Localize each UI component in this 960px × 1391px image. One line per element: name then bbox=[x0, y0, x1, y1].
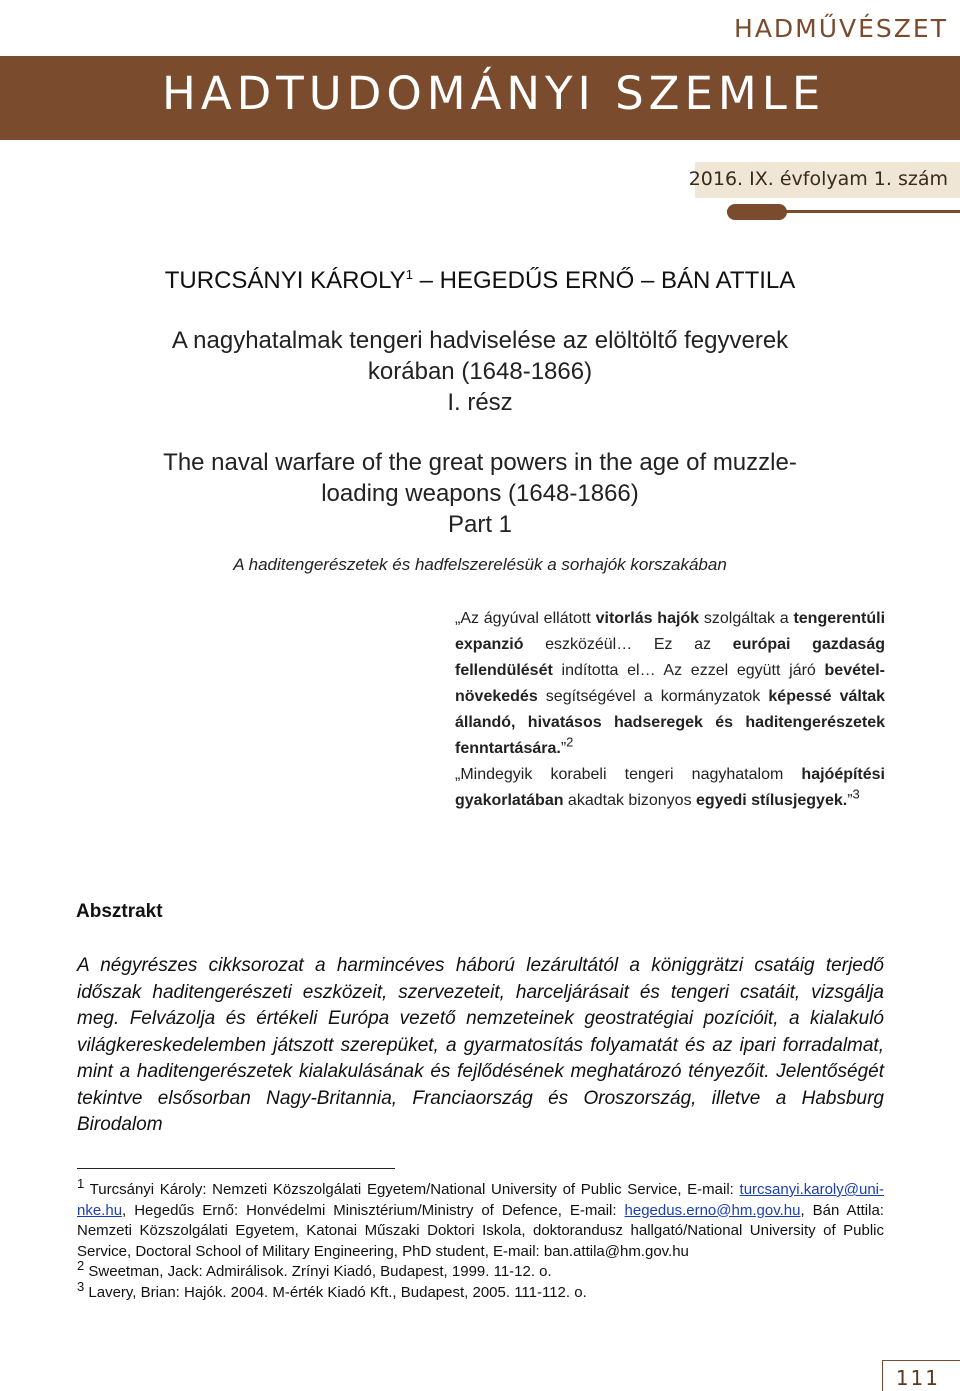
page-number-vrule bbox=[882, 1360, 883, 1391]
footnote-number: 1 bbox=[77, 1176, 85, 1191]
footnote-text: Lavery, Brian: Hajók. 2004. M-érték Kiadó Kft., Budapest, 2005. 111-112. o. bbox=[84, 1283, 587, 1301]
title-hu-line2: korában (1648-1866) bbox=[367, 358, 593, 385]
footnote-text: , Bán Attila: Nemzeti Közszolgálati Egyetem, Katonai Műszaki Doktori Iskola, doktorandusz hallgató/National University of Public Service, Doctoral School of Military Engineering, PhD student, E-mail: ban.attila@hm.gov.hu bbox=[77, 1201, 884, 1260]
author-line bbox=[0, 267, 960, 295]
footnote-ref-2[interactable]: 2 bbox=[566, 734, 574, 750]
journal-title: HADTUDOMÁNYI SZEMLE bbox=[162, 67, 826, 120]
issue-pill-decoration bbox=[727, 204, 787, 220]
issue-info: 2016. IX. évfolyam 1. szám bbox=[688, 168, 948, 190]
title-hu-line1: A nagyhatalmak tengeri hadviselése az elöltöltő fegyverek bbox=[171, 327, 789, 354]
subtitle: A haditengerészetek és hadfelszerelésük a sorhajók korszakában bbox=[233, 555, 727, 574]
quote-emphasis: egyedi stílusjegyek. bbox=[696, 792, 848, 809]
page-number-rule bbox=[882, 1360, 960, 1361]
title-hungarian bbox=[60, 325, 900, 418]
title-en-line2: loading weapons (1648-1866) bbox=[321, 480, 639, 507]
quote-emphasis: bevétel-növekedés bbox=[455, 662, 885, 705]
footnote-1 bbox=[77, 1176, 884, 1262]
footnote-number: 2 bbox=[77, 1258, 85, 1273]
issue-box bbox=[688, 162, 960, 198]
quote-text: ” bbox=[560, 740, 567, 757]
quote-text: eszközéül… Ez az bbox=[523, 636, 733, 653]
quote-text: indította el… Az ezzel együtt járó bbox=[552, 662, 825, 679]
quote-emphasis: európai gazdaság fellendülését bbox=[455, 636, 885, 679]
footnote-ref-3[interactable]: 3 bbox=[852, 786, 860, 802]
title-en-line1: The naval warfare of the great powers in the age of muzzle- bbox=[163, 449, 797, 476]
journal-banner bbox=[0, 56, 960, 140]
footnote-ref-1[interactable]: 1 bbox=[405, 267, 413, 282]
motto-quote-2 bbox=[455, 762, 885, 814]
quote-emphasis: tengerentúli expanzió bbox=[455, 610, 886, 653]
footnote-number: 3 bbox=[77, 1278, 85, 1294]
quote-text: akadtak bizonyos bbox=[563, 792, 697, 809]
footnote-text: , Hegedűs Ernő: Honvédelmi Minisztérium/Ministry of Defence, E-mail: bbox=[122, 1201, 625, 1219]
title-en-line3: Part 1 bbox=[447, 511, 513, 538]
email-link-hegedus[interactable]: hegedus.erno@hm.gov.hu bbox=[624, 1201, 801, 1219]
author-others: – HEGEDŰS ERNŐ – BÁN ATTILA bbox=[412, 267, 796, 294]
author-1: TURCSÁNYI KÁROLY bbox=[164, 267, 406, 294]
quote-emphasis: vitorlás hajók bbox=[595, 610, 700, 627]
footnote-divider bbox=[77, 1168, 395, 1169]
footnotes bbox=[77, 1176, 884, 1303]
quote-text: ” bbox=[847, 792, 853, 809]
quote-text: „Mindegyik korabeli tengeri nagyhatalom bbox=[455, 766, 802, 783]
footnote-2 bbox=[77, 1258, 884, 1283]
abstract-heading: Absztrakt bbox=[76, 901, 163, 922]
motto-quote-1 bbox=[455, 606, 885, 762]
title-hu-line3: I. rész bbox=[447, 389, 513, 416]
email-link-turcsanyi[interactable]: turcsanyi.karoly@uni-nke.hu bbox=[77, 1181, 884, 1219]
footnote-3 bbox=[77, 1278, 884, 1304]
quote-emphasis: képessé váltak állandó, hivatásos hadseregek és haditengerészetek fenntartására. bbox=[455, 688, 886, 757]
title-english bbox=[60, 447, 900, 540]
quote-text: „Az ágyúval ellátott bbox=[455, 610, 596, 627]
page-number: 111 bbox=[895, 1366, 940, 1390]
motto-quotes bbox=[455, 606, 885, 814]
abstract-text: A négyrészes cikksorozat a harmincéves háború lezárultától a königgrätzi csatáig terjedő időszak haditengerészeti eszközeit, szervezeteit, harceljárásait és tengeri csatáit, vizsgálja meg. Felvázolja és értékeli Európa vezető nemzeteinek geostratégiai pozícióit, a kialakuló világkereskedelemben játszott szerepüket, a gyarmatosítás folyamatát és az ipari forradalmat, mint a haditengerészetek kialakulásának és fejlődésének meghatározó tényezőit. Jelentőségét tekintve elsősorban Nagy-Britannia, Franciaország és Oroszország, illetve a Habsburg Birodalom bbox=[77, 955, 884, 1135]
quote-text: szolgáltak a bbox=[699, 610, 794, 627]
section-label: HADMŰVÉSZET bbox=[734, 14, 948, 43]
footnote-text: Sweetman, Jack: Admirálisok. Zrínyi Kiadó, Budapest, 1999. 11-12. o. bbox=[84, 1263, 552, 1280]
quote-text: segítségével a kormányzatok bbox=[537, 688, 769, 705]
footnote-text: Turcsányi Károly: Nemzeti Közszolgálati Egyetem/National University of Public Service, E-mail: bbox=[84, 1181, 740, 1198]
quote-emphasis: hajóépítési gyakorlatában bbox=[455, 766, 885, 809]
